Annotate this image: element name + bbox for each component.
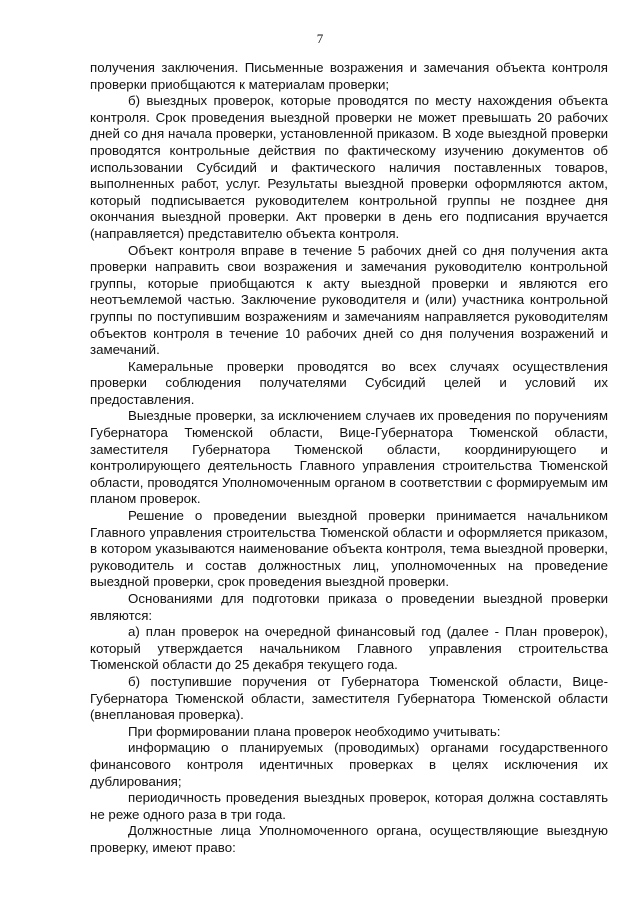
paragraph: При формировании плана проверок необходимо учитывать: <box>128 723 501 739</box>
paragraph: информацию о планируемых (проводимых) органами государственного финансового контроля идентичных проверках в целях исключения их дублирования; <box>90 740 608 789</box>
paragraph: Выездные проверки, за исключением случаев их проведения по поручениям Губернатора Тюменской области, Вице-Губернатора Тюменской области, заместителя Губернатора Тюменской области, координирующего и контролирующего деятельность Главного управления строительства Тюменской области, проводятся Уполномоченным органом в соответствии с формируемым им планом проверок. <box>90 408 608 507</box>
paragraph: Решение о проведении выездной проверки принимается начальником Главного управления строительства Тюменской области и оформляется приказом, в котором указываются наименование объекта контроля, тема выездной проверки, руководитель и состав должностных лиц, уполномоченных на проведение выездной проверки, срок проведения выездной проверки. <box>90 508 608 590</box>
paragraph: Объект контроля вправе в течение 5 рабочих дней со дня получения акта проверки направить свои возражения и замечания руководителю контрольной группы, которые приобщаются к акту выездной проверки и являются его неотъемлемой частью. Заключение руководителя и (или) участника контрольной группы по поступившим возражениям и замечаниям направляется руководителям объектов контроля в течение 10 рабочих дней со дня получения возражений и замечаний. <box>90 242 608 358</box>
document-body <box>90 60 608 857</box>
paragraph: Должностные лица Уполномоченного органа, осуществляющие выездную проверку, имеют право: <box>90 823 608 855</box>
paragraph: б) поступившие поручения от Губернатора Тюменской области, Вице-Губернатора Тюменской области, заместителя Губернатора Тюменской области (внеплановая проверка). <box>90 673 608 723</box>
paragraph: б) выездных проверок, которые проводятся по месту нахождения объекта контроля. Срок проведения выездной проверки не может превышать 20 рабочих дней со дня начала проверки, установленной приказом. В ходе выездной проверки проводятся контрольные действия по фактическому изучению документов об использовании Субсидий и фактического наличия поставленных товаров, выполненных работ, услуг. Результаты выездной проверки оформляются актом, который подписывается руководителем контрольной группы не позднее дня окончания выездной проверки. Акт проверки в день его подписания вручается (направляется) представителю объекта контроля. <box>90 93 608 241</box>
paragraph: получения заключения. Письменные возражения и замечания объекта контроля проверки приобщаются к материалам проверки; <box>90 60 608 92</box>
paragraph: Основаниями для подготовки приказа о проведении выездной проверки являются: <box>90 591 608 623</box>
paragraph: Камеральные проверки проводятся во всех случаях осуществления проверки соблюдения получателями Субсидий целей и условий их предоставления. <box>90 358 608 407</box>
paragraph: периодичность проведения выездных проверок, которая должна составлять не реже одного раза в три года. <box>90 790 608 822</box>
paragraph: а) план проверок на очередной финансовый год (далее - План проверок), который утверждается начальником Главного управления строительства Тюменской области до 25 декабря текущего года. <box>90 624 608 673</box>
page-number: 7 <box>316 31 324 46</box>
